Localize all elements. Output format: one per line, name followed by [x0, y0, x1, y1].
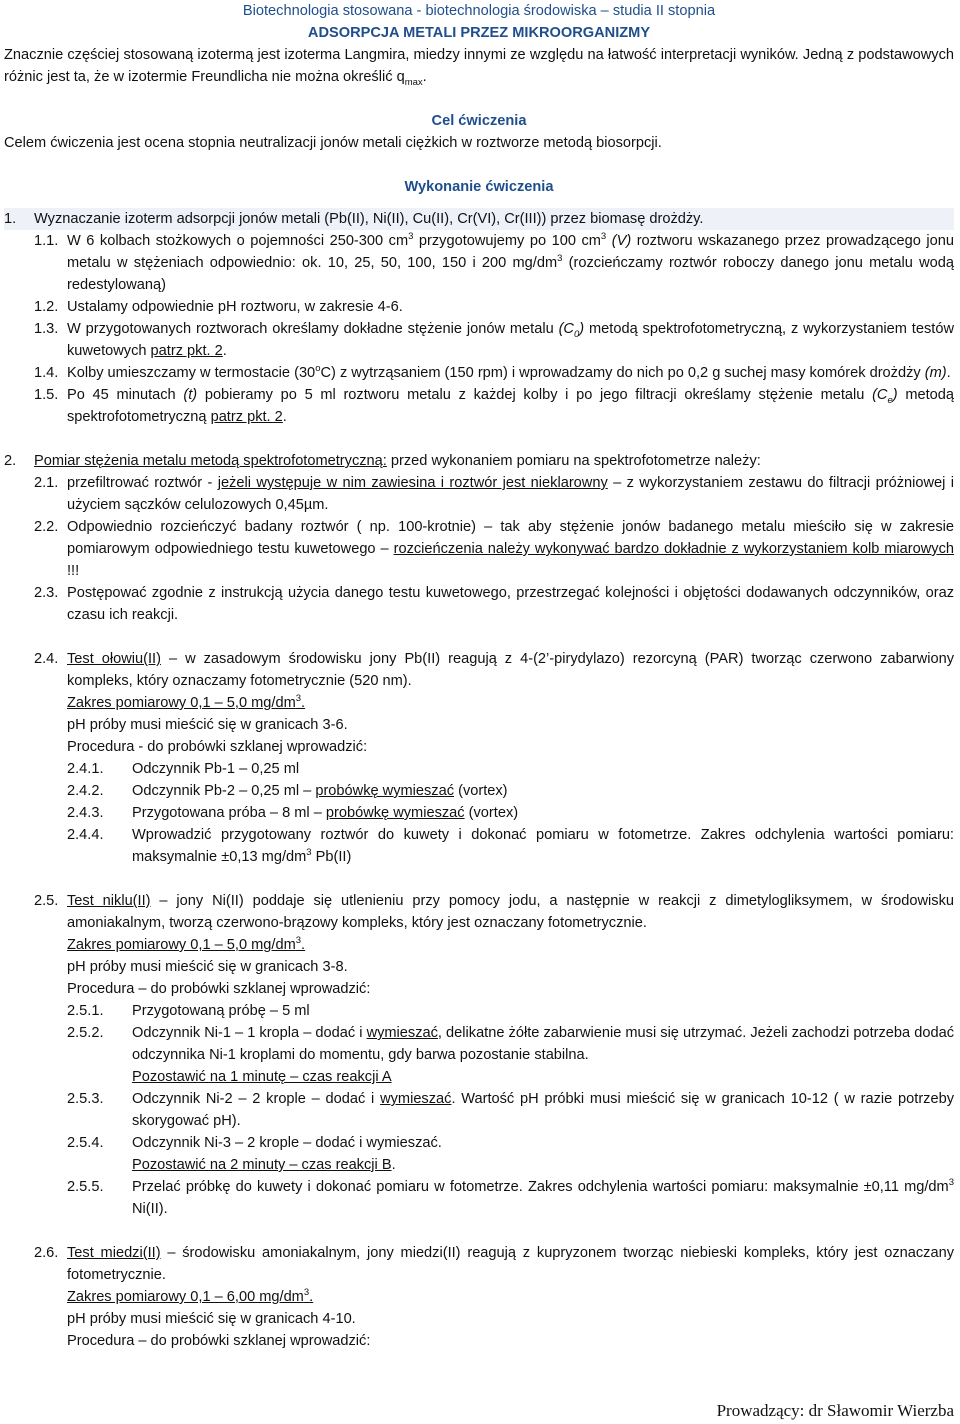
step-2-4 [4, 648, 954, 692]
section-2-title [4, 450, 954, 472]
execution-heading: Wykonanie ćwiczenia [404, 179, 554, 195]
step-1-4-text: Kolby umieszczamy w termostacie (30$^o$C) z wytrząsaniem (150 rpm) i wprowadzamy do nich po 0,2 g suchej masy komórek drożdży (m). [67, 363, 951, 381]
step-1-5-text: Po 45 minutach (t) pobieramy po 5 ml roztworu metalu z każdej kolby i po jego filtracji określamy stężenie metalu $(C_e)$ metodą spektrofotometryczną patrz pkt. 2. [67, 387, 955, 425]
step-1-3 [4, 318, 954, 362]
copper-range: Zakres pomiarowy 0,1 – 6,00 $mg/dm^3$. [67, 1287, 314, 1305]
intro-text: Znacznie częściej stosowaną izotermą jest izoterma Langmira, miedzy innymi ze względu na łatwość interpretacji wyników. Jedną z podstawowych różnic jest ta, że w izotermie Freundlicha nie można określić q [4, 47, 954, 85]
step-1-1-text: W 6 kolbach stożkowych o pojemności 250-300 $cm^3$ przygotowujemy po 100 $cm^3$ (V) roztworu wskazanego przez prowadzącego jonu metalu w stężeniach odpowiednio: ok. 10, 25, 50, 100, 150 i 200 $mg/dm^3$ (rozcieńczamy roztwór roboczy danego jonu metalu wodą redestylowaną) [67, 231, 955, 293]
section-1-title [4, 208, 954, 230]
step-1-1 [4, 230, 954, 296]
step-2-6 [4, 1242, 954, 1286]
step-1-5 [4, 384, 954, 428]
step-1-3-num: 1.3. [34, 321, 59, 337]
nickel-step-2: 2.5.2. Odczynnik Ni-1 – 1 kropla – dodać i wymieszać, delikatne żółte zabarwienie musi się utrzymać. Jeżeli zachodzi potrzeba dodać odczynnika Ni-1 kroplami do momentu, gdy barwa pozostanie stabilna. Pozostawić na 1 minutę – czas reakcji A [67, 1025, 954, 1085]
step-1-4 [4, 362, 954, 384]
step-2-2 [4, 516, 954, 582]
step-2-5-text: Test niklu(II) – jony Ni(II) poddaje się utlenieniu przy pomocy jodu, a następnie w reakcji z dimetylogliksymem, w środowisku amoniakalnym, tworzą czerwono-brązowy kompleks, który jest oznaczany fotometrycznie. [67, 893, 954, 931]
section-1-num: 1. [4, 211, 17, 227]
step-2-5 [4, 890, 954, 934]
intro-end: . [422, 69, 427, 85]
section-1-title-text: Wyznaczanie izoterm adsorpcji jonów metali (Pb(II), Ni(II), Cu(II), Cr(VI), Cr(III)) przez biomasę drożdży. [34, 211, 704, 227]
step-2-3-text: Postępować zgodnie z instrukcją użycia danego testu kuwetowego, przestrzegać kolejności i objętości dodawanych odczynników, oraz czasu ich reakcji. [67, 585, 954, 623]
step-2-3-num: 2.3. [34, 585, 59, 601]
lead-range: Zakres pomiarowy 0,1 – 5,0 $mg/dm^3$. [67, 693, 306, 711]
goal-text: Celem ćwiczenia jest ocena stopnia neutralizacji jonów metali ciężkich w roztworze metodą biosorpcji. [4, 135, 662, 151]
step-2-5-num: 2.5. [34, 893, 59, 909]
step-2-6-text: Test miedzi(II) – środowisku amoniakalnym, jony miedzi(II) reagują z kupryzonem tworząc niebieski kompleks, który jest oznaczany fotometrycznie. [67, 1245, 954, 1283]
step-1-1-num: 1.1. [34, 233, 59, 249]
lead-step-3: 2.4.3. Przygotowana próba – 8 ml – probówkę wymieszać (vortex) [67, 805, 519, 821]
nickel-step-1: 2.5.1. Przygotowaną próbę – 5 ml [67, 1003, 310, 1019]
nickel-step-5: 2.5.5. Przelać próbkę do kuwety i dokonać pomiaru w fotometrze. Zakres odchylenia wartości pomiaru: maksymalnie ±0,11 $mg/dm^3$ Ni(II). [67, 1177, 954, 1217]
ref-link-pkt2[interactable]: patrz pkt. 2 [150, 343, 223, 359]
step-2-1-text: przefiltrować roztwór - jeżeli występuje w nim zawiesina i roztwór jest nieklarowny – z wykorzystaniem zestawu do filtracji próżniowej i użyciem sączków celulozowych 0,45µm. [67, 475, 954, 513]
step-2-2-num: 2.2. [34, 519, 59, 535]
step-1-2-text: Ustalamy odpowiednie pH roztworu, w zakresie 4-6. [67, 299, 403, 315]
step-2-4-num: 2.4. [34, 651, 59, 667]
nickel-step-3: 2.5.3. Odczynnik Ni-2 – 2 krople – dodać i wymieszać. Wartość pH próbki musi mieścić się w granicach 10-12 ( w razie potrzeby skorygować pH). [67, 1091, 955, 1129]
section-2-num: 2. [4, 453, 17, 469]
intro-paragraph [4, 44, 954, 88]
nickel-procedure: Procedura – do probówki szklanej wprowadzić: [67, 981, 371, 997]
lead-step-1: 2.4.1. Odczynnik Pb-1 – 0,25 ml [67, 761, 300, 777]
lead-step-2: 2.4.2. Odczynnik Pb-2 – 0,25 ml – probówkę wymieszać (vortex) [67, 783, 508, 799]
step-1-2-num: 1.2. [34, 299, 59, 315]
nickel-range: Zakres pomiarowy 0,1 – 5,0 $mg/dm^3$. [67, 935, 306, 953]
step-1-3-text: W przygotowanych roztworach określamy dokładne stężenie jonów metalu $(C_0)$ metodą spektrofotometryczną, z wykorzystaniem testów kuwetowych patrz pkt. 2. [67, 321, 954, 359]
lead-step-4: 2.4.4. Wprowadzić przygotowany roztwór do kuwety i dokonać pomiaru w fotometrze. Zakres odchylenia wartości pomiaru: maksymalnie ±0,13 $mg/dm^3$ Pb(II) [67, 827, 954, 865]
nickel-step-4: 2.5.4. Odczynnik Ni-3 – 2 krople – dodać i wymieszać. Pozostawić na 2 minuty – czas reakcji B. [67, 1135, 442, 1173]
step-2-2-text: Odpowiednio rozcieńczyć badany roztwór ( np. 100-krotnie) – tak aby stężenie jonów badanego metalu mieściło się w zakresie pomiarowym odpowiedniego testu kuwetowego – rozcieńczenia należy wykonywać bardzo dokładnie z wykorzystaniem kolb miarowych !!! [67, 519, 955, 579]
ref-link-pkt2-b[interactable]: patrz pkt. 2 [210, 409, 283, 425]
intro-sub: max [404, 76, 423, 88]
goal-heading: Cel ćwiczenia [431, 113, 527, 129]
step-2-4-text: Test ołowiu(II) – w zasadowym środowisku jony Pb(II) reagują z 4-(2’-pirydylazo) rezorcyną (PAR) tworząc czerwono zabarwiony kompleks, który oznaczamy fotometrycznie (520 nm). [67, 651, 954, 689]
step-1-4-num: 1.4. [34, 365, 59, 381]
section-2-title-text: Pomiar stężenia metalu metodą spektrofotometryczną: przed wykonaniem pomiaru na spektrofotometrze należy: [34, 453, 761, 469]
header-line-2: ADSORPCJA METALI PRZEZ MIKROORGANIZMY [307, 25, 651, 41]
step-2-3 [4, 582, 954, 626]
step-2-6-num: 2.6. [34, 1245, 59, 1261]
copper-ph: pH próby musi mieścić się w granicach 4-10. [67, 1311, 356, 1327]
copper-procedure: Procedura – do probówki szklanej wprowadzić: [67, 1333, 371, 1349]
step-1-2 [4, 296, 954, 318]
footer-author: Prowadzący: dr Sławomir Wierzba [716, 1401, 954, 1420]
lead-procedure: Procedura - do probówki szklanej wprowadzić: [67, 739, 368, 755]
step-1-5-num: 1.5. [34, 387, 59, 403]
header-line-1: Biotechnologia stosowana - biotechnologia środowiska – studia II stopnia [242, 3, 716, 19]
step-2-1-num: 2.1. [34, 475, 59, 491]
nickel-ph: pH próby musi mieścić się w granicach 3-8. [67, 959, 348, 975]
lead-ph: pH próby musi mieścić się w granicach 3-6. [67, 717, 348, 733]
step-2-1 [4, 472, 954, 516]
